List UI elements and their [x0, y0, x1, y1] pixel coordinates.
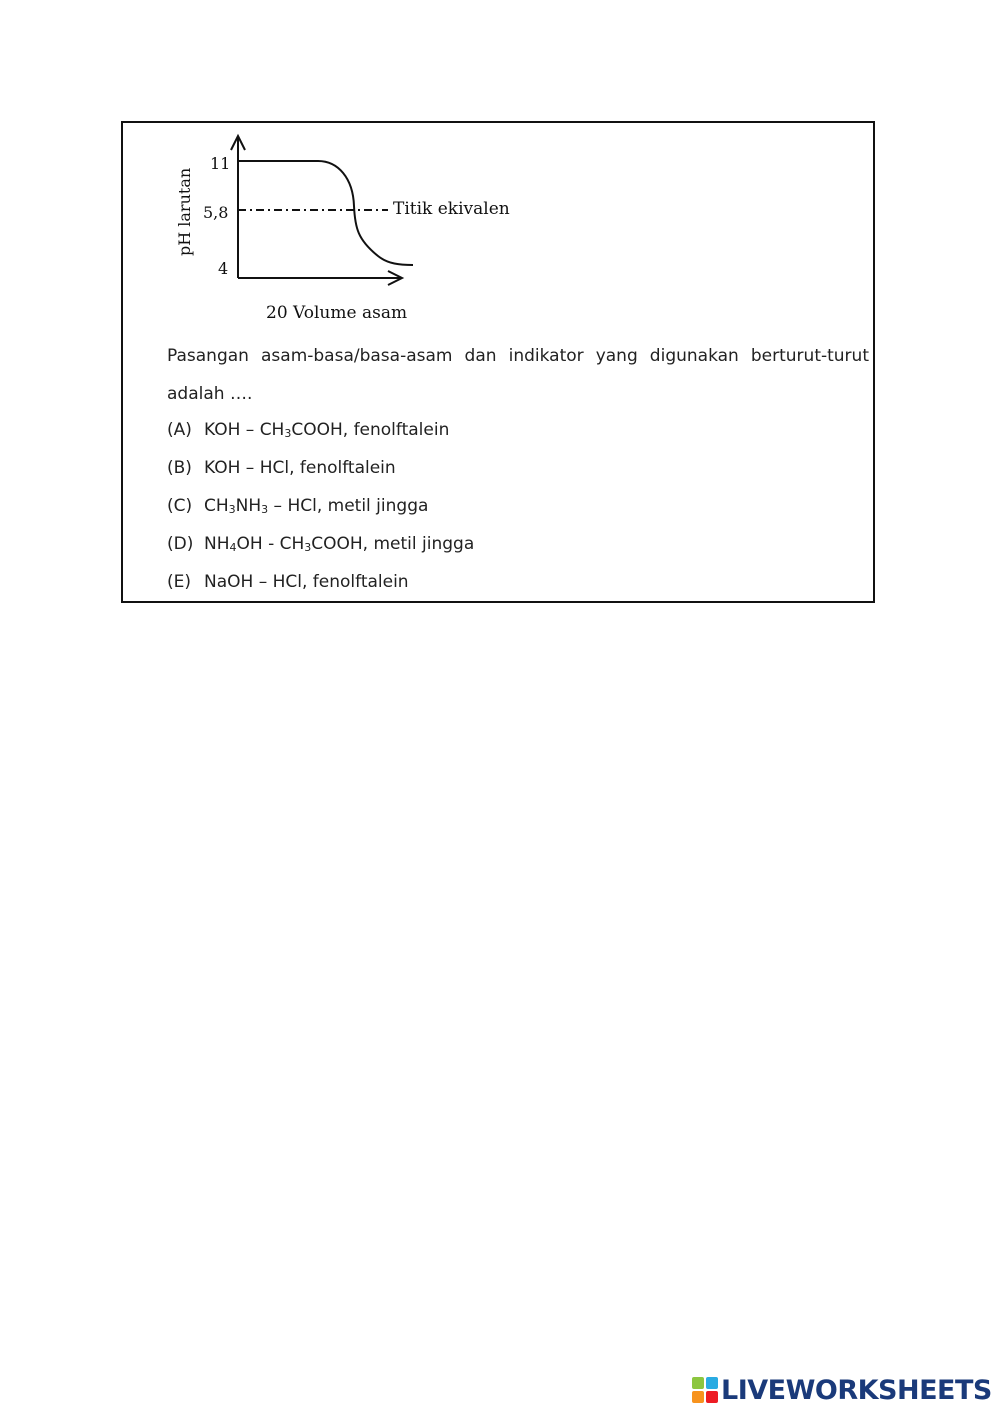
titration-graph	[168, 128, 528, 333]
option-letter: (C)	[167, 496, 193, 516]
option-letter: (D)	[167, 534, 194, 554]
y-tick-4: 4	[218, 259, 229, 278]
logo-square-1	[692, 1377, 704, 1389]
logo-square-2	[706, 1377, 718, 1389]
option-letter: (E)	[167, 572, 192, 592]
option-text: KOH – HCl, fenolftalein	[204, 458, 396, 478]
option-letter: (B)	[167, 458, 192, 478]
option-text: $NH_4OH$ - $CH_3COOH$, metil jingga	[204, 534, 475, 554]
option-d	[167, 525, 869, 563]
option-text: $CH_3NH_3$ – HCl, metil jingga	[204, 496, 429, 516]
titration-graph-svg	[168, 128, 528, 333]
question-stem: Pasangan asam-basa/basa-asam dan indikator yang digunakan berturut-turut adalah ….	[167, 346, 869, 404]
option-e	[167, 563, 869, 601]
y-axis-label: pH larutan	[175, 167, 194, 256]
logo-square-3	[692, 1391, 704, 1403]
y-tick-5-8: 5,8	[203, 203, 229, 222]
option-letter: (A)	[167, 420, 192, 440]
logo-text: LIVEWORKSHEETS	[721, 1374, 992, 1406]
titration-curve	[238, 161, 413, 265]
logo-icon	[692, 1377, 718, 1403]
answer-options	[167, 411, 869, 601]
option-c	[167, 487, 869, 525]
liveworksheets-logo	[692, 1374, 992, 1406]
option-b	[167, 449, 869, 487]
logo-square-4	[706, 1391, 718, 1403]
x-axis-label: 20 Volume asam	[266, 303, 408, 323]
option-text: KOH – $CH_3COOH$, fenolftalein	[204, 420, 450, 440]
option-text: NaOH – HCl, fenolftalein	[204, 572, 409, 592]
option-a	[167, 411, 869, 449]
question-box	[121, 121, 875, 603]
equivalence-label: Titik ekivalen	[393, 199, 510, 219]
y-tick-11: 11	[210, 154, 231, 173]
